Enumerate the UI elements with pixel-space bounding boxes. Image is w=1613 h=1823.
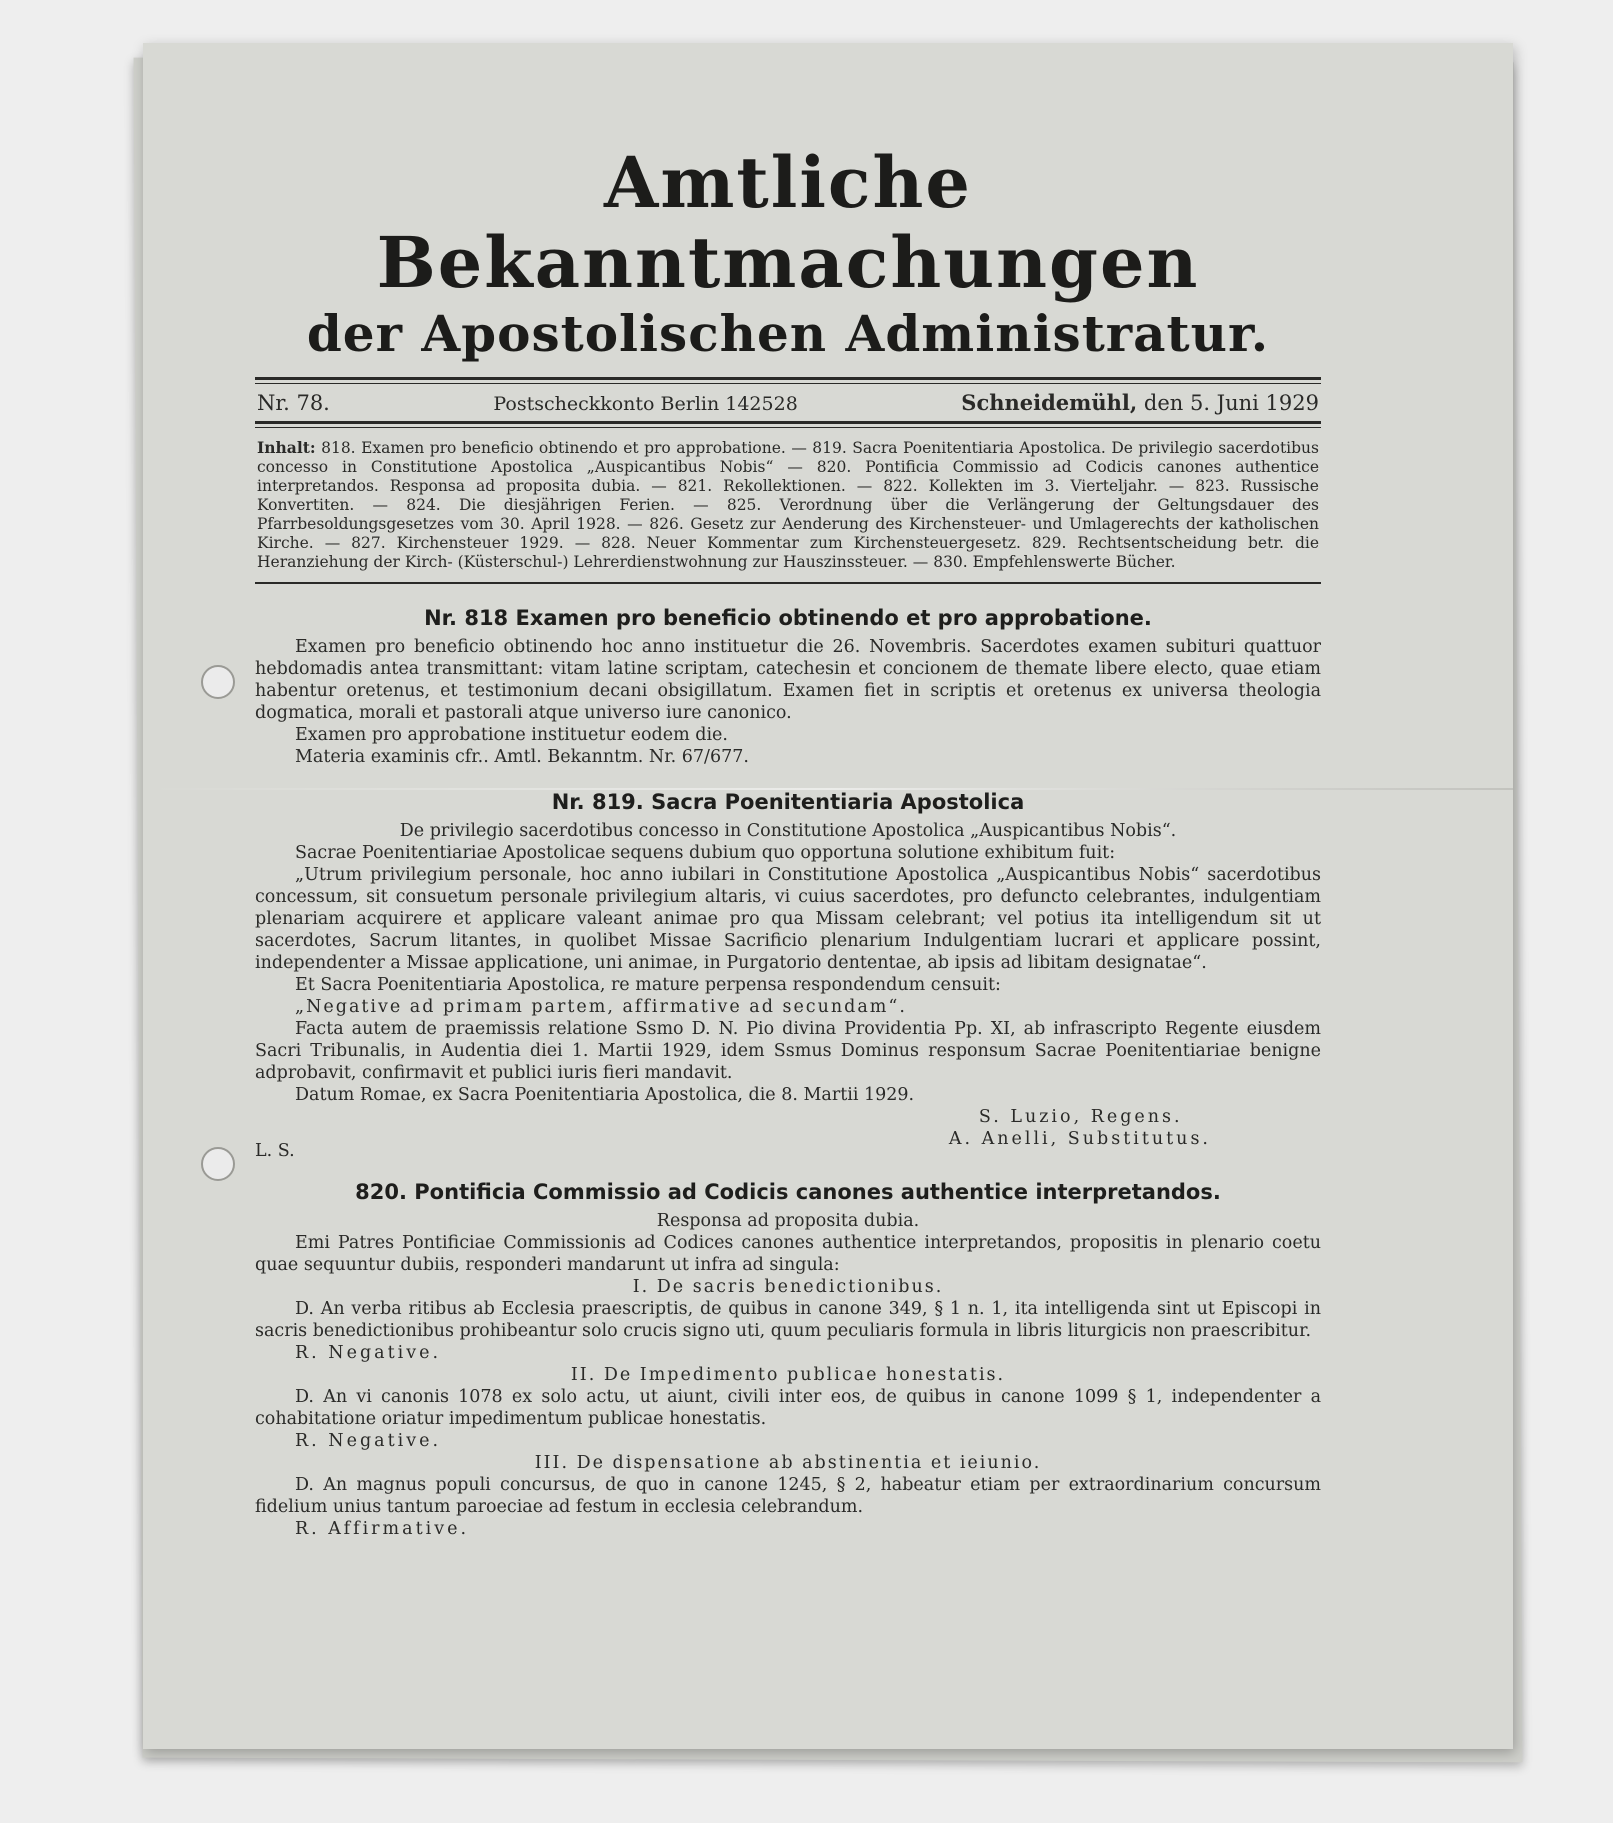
issue-date: den 5. Juni 1929 <box>1143 391 1319 415</box>
section-820-subheading: II. De Impedimento publicae honestatis. <box>570 1365 1006 1385</box>
section-819-paragraph: Sacrae Poenitentiariae Apostolicae sequens dubium quo opportuna solutione exhibitum fuit: <box>295 843 1116 863</box>
section-818-paragraph: Examen pro approbatione instituetur eodem die. <box>295 725 728 745</box>
section-819-dating: Datum Romae, ex Sacra Poenitentiaria Apostolica, die 8. Martii 1929. <box>295 1085 915 1105</box>
signature-block <box>255 1106 1321 1166</box>
section-820-subheading: III. De dispensatione ab abstinentia et ieiunio. <box>534 1453 1042 1473</box>
section-820-heading: 820. Pontificia Commissio ad Codicis canones authentice interpretandos. <box>355 1180 1221 1204</box>
locus-sigilli: L. S. <box>255 1141 295 1161</box>
document-page <box>143 43 1513 1749</box>
signature-substitutus: A. Anelli, Substitutus. <box>948 1129 1211 1149</box>
info-rule <box>255 421 1321 428</box>
section-820-answer: R. Negative. <box>295 1343 442 1363</box>
signatures <box>949 1106 1211 1150</box>
toc-rule <box>255 582 1321 584</box>
punch-hole-lower <box>201 1147 235 1181</box>
signature-regens: S. Luzio, Regens. <box>978 1107 1183 1127</box>
issue-place: Schneidemühl, <box>961 390 1138 415</box>
section-818-heading: Nr. 818 Examen pro beneficio obtinendo et pro approbatione. <box>424 606 1152 630</box>
section-819-heading: Nr. 819. Sacra Poenitentiaria Apostolica <box>551 790 1025 814</box>
punch-hole-upper <box>201 665 235 699</box>
section-818-paragraph: Materia examinis cfr.. Amtl. Bekanntm. Nr. 67/677. <box>295 747 749 767</box>
issue-info <box>255 384 1321 421</box>
issue-number: Nr. 78. <box>257 391 330 415</box>
section-820-answer: R. Negative. <box>295 1431 442 1451</box>
section-820-intro: Emi Patres Pontificiae Commissionis ad Codices canones authentice interpretandos, propositis in plenario coetu quae sequuntur dubiis, responderi mandarunt ut infra ad singula: <box>255 1233 1321 1275</box>
masthead-title: Amtliche Bekanntmachungen <box>376 141 1200 304</box>
section-819-paragraph: „Utrum privilegium personale, hoc anno iubilari in Constitutione Apostolica „Auspicantibus Nobis“ sacerdotibus concessum, sit consuetum personale privilegium altaris, vi cuius sacerdotes, pro defuncto celebrantes, indulgentiam plenariam acquirere et applicare valeant animae pro qua Missam celebrant; vel potius ita intelligendum sit ut sacerdotes, Sacrum litantes, in quolibet Missae Sacrificio plenarium Indulgentiam lucrari et applicare possint, independenter a Missae applicatione, uni animae, in Purgatorio dententae, ab ipsis ad libitam designatae“. <box>255 865 1321 973</box>
postal-account: Postscheckkonto Berlin 142528 <box>493 393 798 415</box>
masthead-rule <box>255 377 1321 384</box>
section-819-subtitle: De privilegio sacerdotibus concesso in Constitutione Apostolica „Auspicantibus Nobis“. <box>399 821 1177 841</box>
masthead-subtitle: der Apostolischen Administratur. <box>306 304 1270 363</box>
toc-text: 818. Examen pro beneficio obtinendo et pro approbatione. — 819. Sacra Poenitentiaria Apostolica. De privilegio sacerdotibus concesso in Constitutione Apostolica „Auspicantibus Nobis“ — 820. Pontificia Commissio ad Codicis canones authentice interpretandos. Responsa ad proposita dubia. — 821. Rekollektionen. — 822. Kollekten im 3. Vierteljahr. — 823. Russische Konvertiten. — 824. Die diesjährigen Ferien. — 825. Verordnung über die Verlängerung der Geltungsdauer des Pfarrbesoldungsgesetzes vom 30. April 1928. — 826. Gesetz zur Aenderung des Kirchensteuer- und Umlagerechts der katholischen Kirche. — 827. Kirchensteuer 1929. — 828. Neuer Kommentar zum Kirchensteuergesetz. 829. Rechtsentscheidung betr. die Heranziehung der Kirch- (Küsterschul-) Lehrerdienstwohnung zur Hauszinssteuer. — 830. Empfehlenswerte Bücher. <box>257 439 1319 571</box>
section-820-question: D. An verba ritibus ab Ecclesia praescriptis, de quibus in canone 349, § 1 n. 1, ita intelligenda sint ut Episcopi in sacris benedictionibus prohibeantur solo crucis signo uti, quum peculiaris formula in libris liturgicis non praescribitur. <box>255 1299 1321 1341</box>
section-820-subtitle: Responsa ad proposita dubia. <box>656 1211 920 1231</box>
toc-label: Inhalt: <box>257 438 316 457</box>
section-818-paragraph: Examen pro beneficio obtinendo hoc anno instituetur die 26. Novembris. Sacerdotes examen subituri quattuor hebdomadis antea transmittant: vitam latine scriptam, catechesin et concionem de themate libere electo, quae etiam habentur oretenus, et testimonium decani obsigillatum. Examen fiet in scriptis et oretenus ex universa theologia dogmatica, morali et pastorali atque universo iure canonico. <box>255 637 1321 723</box>
section-820-question: D. An vi canonis 1078 ex solo actu, ut aiunt, civili inter eos, de quibus in canone 1099 § 1, independenter a cohabitatione oriatur impedimentum publicae honestatis. <box>255 1387 1321 1429</box>
issue-place-date <box>961 390 1319 415</box>
section-819-response: „Negative ad primam partem, affirmative ad secundam“. <box>295 997 907 1017</box>
section-820-question: D. An magnus populi concursus, de quo in canone 1245, § 2, habeatur etiam per extraordinarium concursum fidelium unius tantum paroeciae ad festum in ecclesia celebrandum. <box>255 1475 1321 1517</box>
section-820-answer: R. Affirmative. <box>295 1519 470 1539</box>
section-819-paragraph: Et Sacra Poenitentiaria Apostolica, re mature perpensa respondendum censuit: <box>295 975 1001 995</box>
table-of-contents <box>255 428 1321 582</box>
section-820-subheading: I. De sacris benedictionibus. <box>632 1277 944 1297</box>
page-content <box>255 143 1321 1540</box>
section-819-paragraph: Facta autem de praemissis relatione Ssmo D. N. Pio divina Providentia Pp. XI, ab infrascripto Regente eiusdem Sacri Tribunalis, in Audentia diei 1. Martii 1929, idem Ssmus Dominus responsum Sacrae Poenitentiariae benigne adprobavit, confirmavit et publici iuris fieri mandavit. <box>255 1019 1321 1083</box>
